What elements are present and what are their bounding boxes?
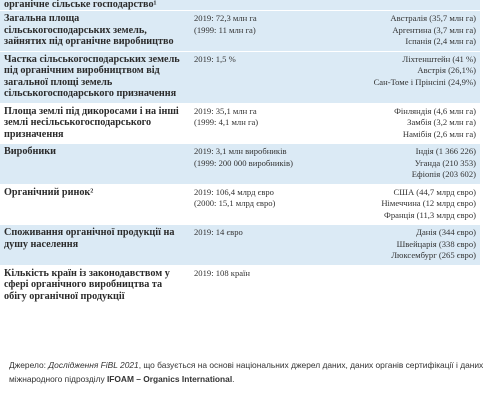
top-country: Замбія (3,2 млн га) <box>407 117 476 127</box>
value-line: (2000: 15,1 млрд євро) <box>194 198 276 208</box>
row-label: Споживання органічної продукції на душу населення <box>0 225 190 266</box>
value-line: 2019: 3,1 млн виробників <box>194 146 287 156</box>
table-row <box>0 184 480 225</box>
source-organization: IFOAM – Organics International <box>106 374 233 384</box>
top-country: Сан-Томе і Прінсіпі (24,9%) <box>373 76 476 87</box>
row-value <box>190 225 323 266</box>
top-country: Швейцарія (338 євро) <box>396 238 476 249</box>
top-country: Ефіопія (203 602) <box>411 169 476 179</box>
value-line: 2019: 1,5 % <box>194 53 236 64</box>
row-label: Кількість країн із законодавством у сфері органічного виробництва та обігу органічної продукції <box>0 265 190 306</box>
source-study-name: Дослідження FiBL 2021 <box>48 360 139 370</box>
row-value <box>190 103 323 144</box>
row-top-countries <box>323 265 480 306</box>
value-line: 2019: 14 євро <box>194 227 243 237</box>
top-country: Франція (11,3 млрд євро) <box>384 209 476 220</box>
row-top-countries <box>323 11 480 52</box>
value-line: 2019: 106,4 млрд євро <box>194 186 274 197</box>
top-country: Німеччина (12 млрд євро) <box>381 198 476 208</box>
value-line: (1999: 4,1 млн га) <box>194 117 259 127</box>
top-country: Ліхтенштейн (41 %) <box>402 53 476 64</box>
table-row <box>0 225 480 266</box>
source-description: , що базується на основі національних джерел даних, даних органів сертифікації і даних міжнародного підрозділу <box>9 360 484 384</box>
top-country: Австралія (35,7 млн га) <box>390 13 476 23</box>
row-value <box>190 11 323 52</box>
value-line: 2019: 108 країн <box>194 267 251 278</box>
row-top-countries <box>323 225 480 266</box>
row-label: Площа землі під дикоросами і на інші землі несільськогосподарського призначення <box>0 103 190 144</box>
top-country: США (44,7 млрд євро) <box>393 186 476 197</box>
top-country: Аргентина (3,7 млн га) <box>392 24 476 35</box>
top-country: Намібія (2,6 млн га) <box>402 128 476 139</box>
value-line: (1999: 11 млн га) <box>194 24 256 35</box>
table-row <box>0 265 480 306</box>
table-row <box>0 103 480 144</box>
row-top-countries <box>323 51 480 103</box>
row-value <box>190 51 323 103</box>
row-top-countries <box>323 184 480 225</box>
row-top-countries <box>323 103 480 144</box>
row-top-countries <box>323 0 480 11</box>
source-note <box>9 358 484 386</box>
row-label: органічне сільське господарство¹ <box>0 0 190 11</box>
value-line: (1999: 200 000 виробників) <box>194 157 293 168</box>
top-country: Австрія (26,1%) <box>417 65 476 75</box>
row-label: Частка сільськогосподарських земель під органічним виробництвом від загальної площі земель сільськогосподарського призначення <box>0 51 190 103</box>
top-country: Данія (344 євро) <box>416 227 476 237</box>
top-country: Іспанія (2,4 млн га) <box>405 36 476 46</box>
value-line: 2019: 35,1 млн га <box>194 105 257 116</box>
top-country: Люксембург (265 євро) <box>391 250 476 260</box>
source-prefix: Джерело: <box>9 360 49 370</box>
row-label: Загальна площа сільськогосподарських земель, зайнятих під органічне виробництво <box>0 11 190 52</box>
row-value <box>190 144 323 185</box>
row-value <box>190 0 323 11</box>
table-row <box>0 0 480 11</box>
table-row <box>0 11 480 52</box>
top-country: Індія (1 366 226) <box>415 146 476 156</box>
top-country: Уганда (210 353) <box>414 157 476 168</box>
top-country: Фінляндія (4,6 млн га) <box>394 105 476 116</box>
table-row <box>0 51 480 103</box>
value-line: 2019: 72,3 млн га <box>194 13 257 23</box>
row-value <box>190 265 323 306</box>
source-suffix: . <box>232 374 235 384</box>
row-label: Виробники <box>0 144 190 185</box>
row-label: Органічний ринок² <box>0 184 190 225</box>
row-value <box>190 184 323 225</box>
row-top-countries <box>323 144 480 185</box>
table-row <box>0 144 480 185</box>
